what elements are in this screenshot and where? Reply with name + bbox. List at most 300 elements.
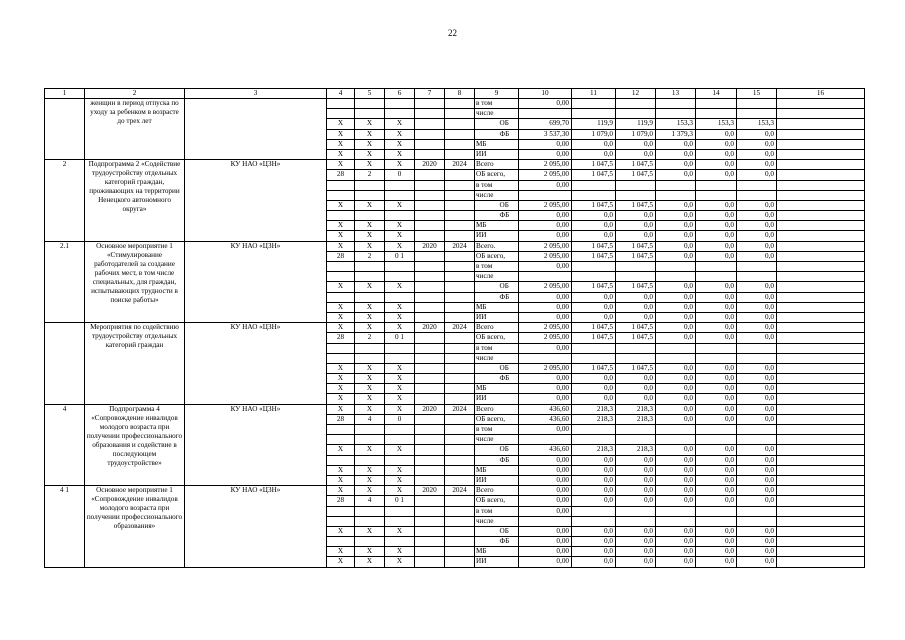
year-cell [445, 129, 475, 139]
value-cell: 0,0 [737, 241, 777, 251]
code-cell [385, 343, 415, 353]
source-cell: МБ [475, 221, 499, 231]
source-cell: Всего. [475, 241, 499, 251]
executor: КУ НАО «ЦЗН» [185, 241, 327, 323]
code-cell: X [385, 404, 415, 414]
value-cell: 119,9 [572, 119, 616, 129]
year-cell [445, 526, 475, 536]
value-cell: 436,60 [519, 414, 572, 424]
code-cell: X [327, 129, 355, 139]
code-cell: X [355, 302, 385, 312]
sub-source-cell [499, 190, 519, 200]
code-cell: X [355, 384, 385, 394]
value-cell: 0,0 [572, 149, 616, 159]
value-cell: 0,0 [616, 465, 656, 475]
value-cell: 0,0 [656, 465, 696, 475]
value-cell: 0,00 [519, 262, 572, 272]
value-cell [656, 516, 696, 526]
header-cell: 2 [85, 89, 185, 99]
code-cell [355, 292, 385, 302]
code-cell: X [355, 200, 385, 210]
value-cell [656, 180, 696, 190]
sub-source-cell [499, 557, 519, 567]
code-cell [355, 99, 385, 109]
value-cell: 0,0 [572, 302, 616, 312]
year-cell [445, 506, 475, 516]
code-cell: X [327, 404, 355, 414]
value-cell: 0,0 [656, 374, 696, 384]
value-cell: 0,0 [737, 160, 777, 170]
year-cell [445, 353, 475, 363]
code-cell: X [385, 312, 415, 322]
value-cell: 0,0 [696, 486, 737, 496]
value-cell: 0,0 [696, 251, 737, 261]
value-cell [737, 435, 777, 445]
sub-source-cell: ФБ [499, 211, 519, 221]
year-cell [415, 180, 445, 190]
value-cell: 0,0 [656, 211, 696, 221]
value-cell: 436,60 [519, 404, 572, 414]
year-cell [415, 302, 445, 312]
value-cell: 0,00 [519, 486, 572, 496]
code-cell [355, 425, 385, 435]
value-cell: 0,0 [572, 496, 616, 506]
value-cell [616, 180, 656, 190]
year-cell [415, 99, 445, 109]
code-cell: 4 [355, 496, 385, 506]
value-cell: 0,00 [519, 292, 572, 302]
code-cell: X [327, 302, 355, 312]
measure-name: Мероприятия по содействию трудоустройству отдельных категорий граждан [85, 323, 185, 405]
year-cell: 2024 [445, 486, 475, 496]
sub-source-cell [499, 384, 519, 394]
code-cell: X [385, 200, 415, 210]
code-cell: X [327, 160, 355, 170]
value-cell [696, 262, 737, 272]
year-cell [415, 526, 445, 536]
code-cell [355, 211, 385, 221]
year-cell [415, 435, 445, 445]
year-cell [415, 537, 445, 547]
value-cell: 0,0 [656, 384, 696, 394]
header-cell: 8 [445, 89, 475, 99]
value-cell: 0,0 [616, 475, 656, 485]
value-cell-empty [777, 302, 865, 312]
value-cell [519, 190, 572, 200]
value-cell: 0,0 [616, 455, 656, 465]
value-cell: 0,0 [616, 496, 656, 506]
value-cell-empty [777, 139, 865, 149]
code-cell [327, 211, 355, 221]
header-cell: 1 [45, 89, 85, 99]
value-cell: 0,0 [572, 547, 616, 557]
sub-source-cell [499, 302, 519, 312]
source-cell [475, 211, 499, 221]
code-cell: X [355, 526, 385, 536]
value-cell: 0,0 [737, 139, 777, 149]
value-cell: 0,0 [696, 292, 737, 302]
code-cell [355, 190, 385, 200]
source-cell: ИИ [475, 149, 499, 159]
value-cell: 0,0 [737, 282, 777, 292]
code-cell: X [385, 486, 415, 496]
code-cell [355, 353, 385, 363]
value-cell [572, 109, 616, 119]
code-cell: X [355, 547, 385, 557]
value-cell: 0,0 [656, 537, 696, 547]
code-cell: X [385, 149, 415, 159]
value-cell: 0,0 [656, 241, 696, 251]
value-cell [572, 272, 616, 282]
code-cell: X [355, 149, 385, 159]
value-cell: 0,00 [519, 221, 572, 231]
value-cell: 0,0 [616, 292, 656, 302]
value-cell: 0,00 [519, 425, 572, 435]
value-cell-empty [777, 241, 865, 251]
value-cell-empty [777, 190, 865, 200]
value-cell: 0,0 [656, 363, 696, 373]
year-cell: 2024 [445, 241, 475, 251]
code-cell [385, 455, 415, 465]
code-cell [327, 262, 355, 272]
source-cell: МБ [475, 465, 499, 475]
table-row [45, 160, 865, 170]
code-cell: X [355, 129, 385, 139]
value-cell-empty [777, 496, 865, 506]
sub-source-cell [499, 465, 519, 475]
source-cell: в том [475, 343, 499, 353]
value-cell: 0,0 [572, 312, 616, 322]
sub-source-cell: ФБ [499, 374, 519, 384]
value-cell [616, 425, 656, 435]
value-cell-empty [777, 363, 865, 373]
value-cell [696, 506, 737, 516]
sub-source-cell [499, 425, 519, 435]
source-cell: ОБ всего, [476, 333, 506, 342]
value-cell: 0,0 [656, 170, 696, 180]
code-cell: X [355, 231, 385, 241]
value-cell: 0,0 [696, 139, 737, 149]
source-cell: в том [475, 99, 499, 109]
value-cell-empty [777, 486, 865, 496]
value-cell: 1 047,5 [616, 333, 656, 343]
source-cell: Всего [475, 160, 499, 170]
value-cell [616, 435, 656, 445]
value-cell: 0,0 [616, 149, 656, 159]
year-cell: 2024 [445, 323, 475, 333]
sub-source-cell: ФБ [499, 537, 519, 547]
value-cell: 0,00 [519, 557, 572, 567]
code-cell [355, 435, 385, 445]
value-cell: 0,00 [519, 312, 572, 322]
code-cell: X [327, 465, 355, 475]
year-cell [445, 384, 475, 394]
value-cell: 1 047,5 [572, 282, 616, 292]
code-cell: X [327, 445, 355, 455]
table-row [45, 323, 865, 333]
value-cell-empty [777, 221, 865, 231]
value-cell: 0,0 [737, 221, 777, 231]
value-cell: 0,0 [737, 537, 777, 547]
value-cell: 1 047,5 [616, 160, 656, 170]
code-cell [327, 425, 355, 435]
value-cell: 0,00 [519, 384, 572, 394]
value-cell: 218,3 [616, 404, 656, 414]
code-cell: 28 [327, 251, 355, 261]
value-cell [616, 262, 656, 272]
value-cell: 0,0 [572, 394, 616, 404]
value-cell: 0,0 [572, 537, 616, 547]
value-cell: 2 095,00 [519, 241, 572, 251]
executor: КУ НАО «ЦЗН» [185, 404, 327, 486]
year-cell [445, 170, 475, 180]
value-cell: 218,3 [572, 414, 616, 424]
code-cell: X [355, 241, 385, 251]
value-cell: 0,0 [737, 496, 777, 506]
sub-source-cell [499, 160, 519, 170]
year-cell [445, 363, 475, 373]
value-cell [696, 516, 737, 526]
year-cell [415, 292, 445, 302]
row-number: 4 1 [45, 486, 85, 568]
row-number: 2 [45, 160, 85, 242]
year-cell [415, 475, 445, 485]
code-cell [385, 99, 415, 109]
value-cell: 0,00 [519, 99, 572, 109]
value-cell: 0,0 [572, 221, 616, 231]
code-cell [327, 190, 355, 200]
executor: КУ НАО «ЦЗН» [185, 160, 327, 242]
value-cell [519, 516, 572, 526]
source-cell [475, 374, 499, 384]
source-cell: в том [475, 506, 499, 516]
value-cell: 0,0 [696, 547, 737, 557]
value-cell: 0,0 [656, 547, 696, 557]
year-cell [445, 190, 475, 200]
value-cell: 0,0 [572, 465, 616, 475]
code-cell: X [327, 149, 355, 159]
year-cell [415, 353, 445, 363]
executor: КУ НАО «ЦЗН» [185, 323, 327, 405]
header-cell: 16 [777, 89, 865, 99]
value-cell: 0,00 [519, 465, 572, 475]
year-cell [415, 129, 445, 139]
value-cell: 0,0 [656, 312, 696, 322]
year-cell [445, 465, 475, 475]
year-cell [415, 139, 445, 149]
sub-source-cell [499, 180, 519, 190]
value-cell [616, 516, 656, 526]
value-cell-empty [777, 262, 865, 272]
code-cell: 2 [355, 170, 385, 180]
value-cell [519, 353, 572, 363]
value-cell-empty [777, 537, 865, 547]
value-cell [656, 343, 696, 353]
year-cell [415, 262, 445, 272]
value-cell: 0,0 [737, 414, 777, 424]
value-cell: 0,0 [572, 292, 616, 302]
code-cell: 0 1 [385, 333, 415, 343]
source-cell: ИИ [475, 557, 499, 567]
value-cell-empty [777, 455, 865, 465]
value-cell-empty [777, 251, 865, 261]
code-cell: X [355, 139, 385, 149]
value-cell: 153,3 [696, 119, 737, 129]
value-cell-empty [777, 282, 865, 292]
code-cell [385, 109, 415, 119]
year-cell [415, 496, 445, 506]
value-cell: 0,00 [519, 302, 572, 312]
source-cell: числе [475, 272, 499, 282]
sub-source-cell [499, 353, 519, 363]
year-cell [445, 200, 475, 210]
value-cell [656, 109, 696, 119]
value-cell: 0,0 [572, 475, 616, 485]
value-cell [616, 272, 656, 282]
year-cell: 2020 [415, 486, 445, 496]
value-cell-empty [777, 557, 865, 567]
year-cell [445, 374, 475, 384]
source-cell: Всего [475, 323, 499, 333]
value-cell [519, 109, 572, 119]
source-cell: в том [475, 180, 499, 190]
value-cell: 1 047,5 [616, 241, 656, 251]
code-cell: X [327, 139, 355, 149]
source-cell: ОБ всего, [476, 170, 506, 179]
source-cell: ИИ [475, 394, 499, 404]
value-cell: 218,3 [572, 404, 616, 414]
value-cell-empty [777, 170, 865, 180]
value-cell: 0,0 [696, 241, 737, 251]
value-cell [572, 180, 616, 190]
year-cell [445, 394, 475, 404]
value-cell: 0,0 [656, 333, 696, 343]
year-cell [415, 282, 445, 292]
value-cell: 0,00 [519, 547, 572, 557]
value-cell: 0,0 [572, 231, 616, 241]
value-cell: 0,0 [696, 363, 737, 373]
value-cell: 0,0 [616, 486, 656, 496]
year-cell: 2024 [445, 160, 475, 170]
sub-source-cell [499, 516, 519, 526]
value-cell: 1 047,5 [616, 282, 656, 292]
year-cell [445, 425, 475, 435]
value-cell: 0,0 [572, 455, 616, 465]
value-cell: 0,0 [696, 323, 737, 333]
value-cell: 1 047,5 [572, 251, 616, 261]
measure-name: Основное мероприятие 1 «Стимулирование работодателей за создание рабочих мест, в том числе специальных, для граждан, испытывающих трудности в поиске работы» [85, 241, 185, 323]
value-cell: 0,0 [656, 221, 696, 231]
code-cell: 4 [355, 414, 385, 424]
code-cell: 28 [327, 414, 355, 424]
code-cell [355, 262, 385, 272]
year-cell [445, 292, 475, 302]
value-cell [696, 425, 737, 435]
value-cell: 0,00 [519, 180, 572, 190]
value-cell: 0,0 [572, 526, 616, 536]
value-cell-empty [777, 475, 865, 485]
value-cell [572, 516, 616, 526]
value-cell-empty [777, 445, 865, 455]
code-cell: X [327, 486, 355, 496]
value-cell [737, 343, 777, 353]
value-cell [656, 262, 696, 272]
value-cell-empty [777, 506, 865, 516]
value-cell: 0,0 [616, 139, 656, 149]
value-cell: 2 095,00 [519, 333, 572, 343]
value-cell: 0,0 [696, 312, 737, 322]
year-cell [415, 384, 445, 394]
year-cell [415, 506, 445, 516]
value-cell: 0,0 [616, 221, 656, 231]
sub-source-cell [499, 241, 519, 251]
value-cell: 1 047,5 [616, 251, 656, 261]
code-cell: X [385, 557, 415, 567]
value-cell [696, 343, 737, 353]
value-cell: 153,3 [737, 119, 777, 129]
year-cell [415, 312, 445, 322]
value-cell: 0,0 [616, 231, 656, 241]
year-cell [445, 302, 475, 312]
code-cell: X [327, 394, 355, 404]
budget-table [44, 88, 865, 568]
code-cell [327, 353, 355, 363]
code-cell: X [355, 404, 385, 414]
code-cell [385, 425, 415, 435]
value-cell-empty [777, 425, 865, 435]
header-cell: 4 [327, 89, 355, 99]
year-cell [445, 272, 475, 282]
source-cell [475, 455, 499, 465]
sub-source-cell: ОБ [499, 200, 519, 210]
year-cell [415, 343, 445, 353]
value-cell: 0,0 [696, 160, 737, 170]
value-cell [572, 506, 616, 516]
value-cell [656, 425, 696, 435]
code-cell [385, 353, 415, 363]
year-cell [415, 465, 445, 475]
value-cell [737, 516, 777, 526]
code-cell: X [327, 547, 355, 557]
value-cell: 0,0 [737, 384, 777, 394]
year-cell [415, 211, 445, 221]
year-cell [445, 109, 475, 119]
year-cell [445, 119, 475, 129]
value-cell-empty [777, 394, 865, 404]
value-cell-empty [777, 292, 865, 302]
year-cell [445, 180, 475, 190]
sub-source-cell: ФБ [499, 455, 519, 465]
year-cell [445, 475, 475, 485]
value-cell: 0,0 [656, 496, 696, 506]
table-row [45, 404, 865, 414]
value-cell: 0,0 [696, 537, 737, 547]
value-cell: 1 047,5 [572, 363, 616, 373]
source-cell: МБ [475, 384, 499, 394]
value-cell: 0,0 [696, 231, 737, 241]
value-cell-empty [777, 547, 865, 557]
code-cell [355, 506, 385, 516]
value-cell: 0,0 [696, 445, 737, 455]
value-cell: 0,0 [656, 231, 696, 241]
value-cell [737, 190, 777, 200]
year-cell [415, 455, 445, 465]
source-cell: числе [475, 435, 499, 445]
year-cell [415, 251, 445, 261]
value-cell: 0,0 [737, 302, 777, 312]
value-cell: 218,3 [572, 445, 616, 455]
value-cell: 699,70 [519, 119, 572, 129]
